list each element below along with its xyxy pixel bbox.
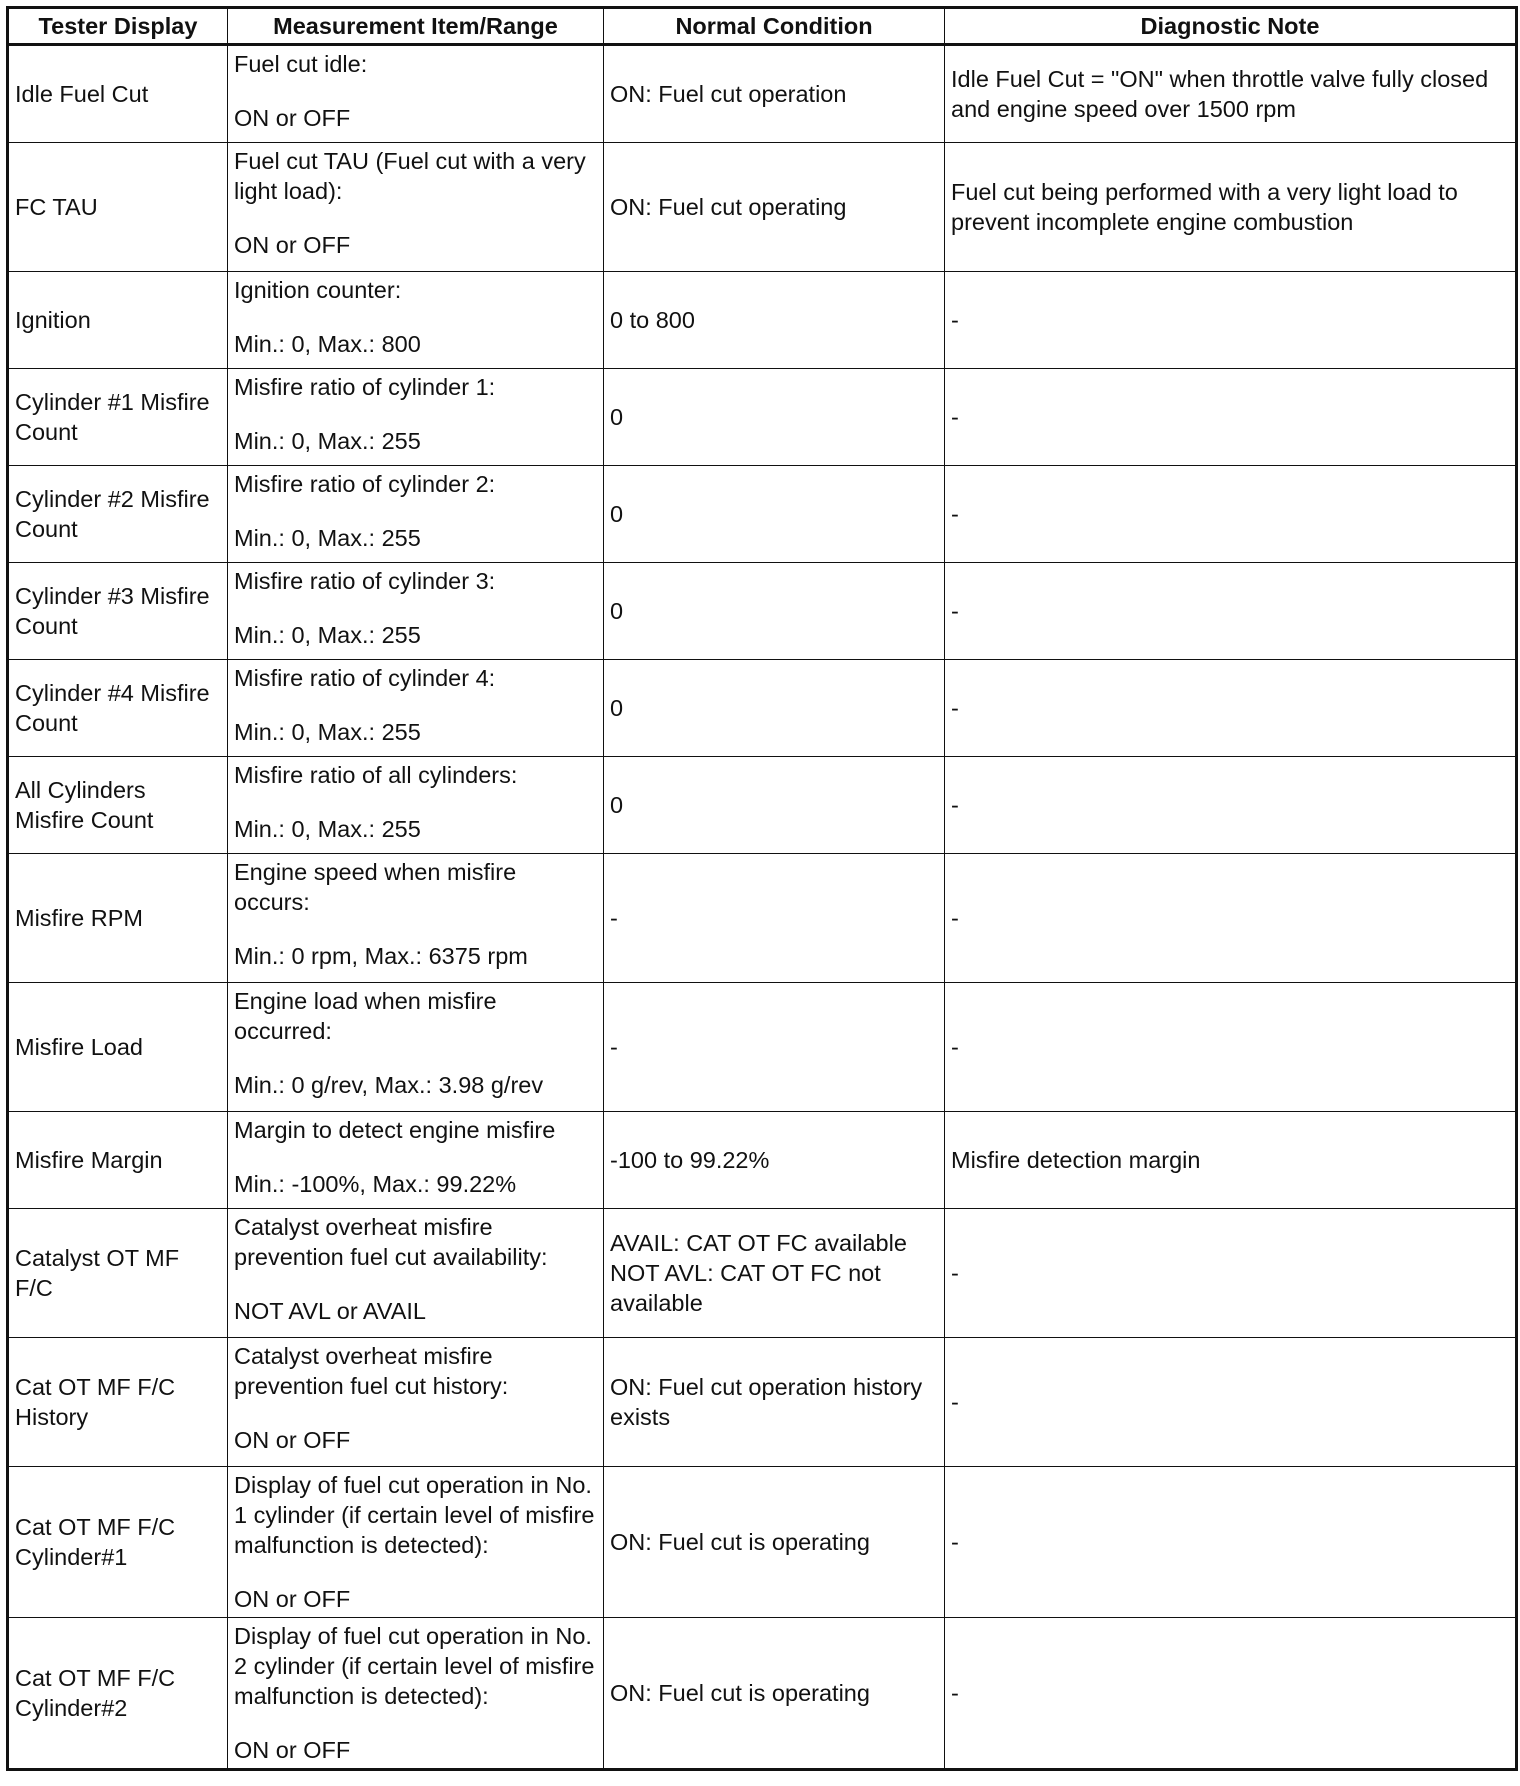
table-row [8,854,1517,983]
normal-condition-cell: ON: Fuel cut is operating [604,1618,945,1770]
measurement-cell [228,1338,604,1467]
measurement-cell [228,1467,604,1618]
tester-display-cell: Misfire Load [8,983,228,1112]
measurement-cell [228,757,604,854]
normal-condition-cell: AVAIL: CAT OT FC available NOT AVL: CAT OT FC not available [604,1209,945,1338]
diagnostic-note-cell: Fuel cut being performed with a very light load to prevent incomplete engine combustion [945,143,1517,272]
measurement-cell [228,369,604,466]
normal-condition-cell: - [604,983,945,1112]
tester-display-cell: FC TAU [8,143,228,272]
measurement-description: Ignition counter: [234,277,402,303]
measurement-range: ON or OFF [234,1427,351,1453]
tester-display-cell: Cylinder #1 Misfire Count [8,369,228,466]
normal-condition-cell: 0 [604,369,945,466]
normal-condition-cell: 0 [604,757,945,854]
table-header-row [8,8,1517,45]
measurement-cell [228,660,604,757]
measurement-description: Misfire ratio of cylinder 4: [234,665,496,691]
measurement-range: NOT AVL or AVAIL [234,1298,427,1324]
table-row [8,1467,1517,1618]
tester-display-cell: All Cylinders Misfire Count [8,757,228,854]
tester-display-cell: Cat OT MF F/C History [8,1338,228,1467]
diagnostic-note-cell: - [945,466,1517,563]
table-row [8,1338,1517,1467]
measurement-description: Engine load when misfire occurred: [234,988,497,1044]
measurement-description: Misfire ratio of cylinder 3: [234,568,496,594]
table-row [8,466,1517,563]
measurement-description: Misfire ratio of cylinder 2: [234,471,496,497]
diagnostic-note-cell: - [945,369,1517,466]
measurement-description: Misfire ratio of cylinder 1: [234,374,496,400]
normal-condition-cell: ON: Fuel cut operation [604,45,945,143]
normal-condition-cell: ON: Fuel cut operation history exists [604,1338,945,1467]
measurement-description: Engine speed when misfire occurs: [234,859,517,915]
measurement-cell [228,854,604,983]
normal-condition-cell: 0 [604,660,945,757]
measurement-cell [228,1618,604,1770]
measurement-range: Min.: 0 g/rev, Max.: 3.98 g/rev [234,1072,544,1098]
tester-data-table [6,6,1518,1771]
measurement-cell [228,983,604,1112]
measurement-cell [228,1112,604,1209]
measurement-range: ON or OFF [234,105,351,131]
measurement-description: Display of fuel cut operation in No. 1 cylinder (if certain level of misfire malfunction is detected): [234,1472,595,1558]
header-normal-condition: Normal Condition [604,8,945,45]
diagnostic-note-cell: Misfire detection margin [945,1112,1517,1209]
diagnostic-note-cell: Idle Fuel Cut = "ON" when throttle valve fully closed and engine speed over 1500 rpm [945,45,1517,143]
table-row [8,1618,1517,1770]
tester-display-cell: Catalyst OT MF F/C [8,1209,228,1338]
table-row [8,143,1517,272]
measurement-range: Min.: 0, Max.: 800 [234,331,421,357]
tester-display-cell: Idle Fuel Cut [8,45,228,143]
measurement-cell [228,272,604,369]
measurement-description: Misfire ratio of all cylinders: [234,762,518,788]
measurement-cell [228,563,604,660]
measurement-cell [228,466,604,563]
table-row [8,369,1517,466]
measurement-description: Catalyst overheat misfire prevention fuel cut availability: [234,1214,548,1270]
diagnostic-note-cell: - [945,660,1517,757]
diagnostic-note-cell: - [945,272,1517,369]
measurement-range: ON or OFF [234,1737,351,1763]
table-row [8,563,1517,660]
measurement-description: Margin to detect engine misfire [234,1117,556,1143]
measurement-description: Fuel cut TAU (Fuel cut with a very light load): [234,148,586,204]
diagnostic-note-cell: - [945,983,1517,1112]
normal-condition-cell: - [604,854,945,983]
measurement-cell [228,143,604,272]
table-row [8,45,1517,143]
normal-condition-cell: 0 to 800 [604,272,945,369]
measurement-description: Catalyst overheat misfire prevention fuel cut history: [234,1343,509,1399]
measurement-description: Fuel cut idle: [234,51,368,77]
tester-display-cell: Cat OT MF F/C Cylinder#1 [8,1467,228,1618]
measurement-range: Min.: -100%, Max.: 99.22% [234,1171,517,1197]
diagnostic-note-cell: - [945,563,1517,660]
tester-display-cell: Misfire RPM [8,854,228,983]
table-row [8,660,1517,757]
normal-condition-cell: 0 [604,563,945,660]
tester-display-cell: Cylinder #2 Misfire Count [8,466,228,563]
measurement-description: Display of fuel cut operation in No. 2 cylinder (if certain level of misfire malfunction is detected): [234,1623,595,1709]
table-row [8,1112,1517,1209]
normal-condition-cell: 0 [604,466,945,563]
measurement-cell [228,45,604,143]
header-diagnostic-note: Diagnostic Note [945,8,1517,45]
measurement-range: ON or OFF [234,1586,351,1612]
diagnostic-note-cell: - [945,854,1517,983]
normal-condition-cell: -100 to 99.22% [604,1112,945,1209]
diagnostic-note-cell: - [945,757,1517,854]
measurement-range: Min.: 0, Max.: 255 [234,525,421,551]
table-row [8,1209,1517,1338]
measurement-range: Min.: 0, Max.: 255 [234,622,421,648]
tester-display-cell: Cylinder #3 Misfire Count [8,563,228,660]
tester-display-cell: Ignition [8,272,228,369]
measurement-range: Min.: 0 rpm, Max.: 6375 rpm [234,943,528,969]
measurement-cell [228,1209,604,1338]
tester-display-cell: Misfire Margin [8,1112,228,1209]
measurement-range: ON or OFF [234,232,351,258]
table-row [8,272,1517,369]
measurement-range: Min.: 0, Max.: 255 [234,719,421,745]
diagnostic-note-cell: - [945,1467,1517,1618]
measurement-range: Min.: 0, Max.: 255 [234,428,421,454]
tester-display-cell: Cat OT MF F/C Cylinder#2 [8,1618,228,1770]
diagnostic-note-cell: - [945,1338,1517,1467]
tester-display-cell: Cylinder #4 Misfire Count [8,660,228,757]
diagnostic-note-cell: - [945,1618,1517,1770]
header-measurement-item: Measurement Item/Range [228,8,604,45]
table-row [8,757,1517,854]
table-row [8,983,1517,1112]
header-tester-display: Tester Display [8,8,228,45]
diagnostic-note-cell: - [945,1209,1517,1338]
measurement-range: Min.: 0, Max.: 255 [234,816,421,842]
normal-condition-cell: ON: Fuel cut is operating [604,1467,945,1618]
normal-condition-cell: ON: Fuel cut operating [604,143,945,272]
